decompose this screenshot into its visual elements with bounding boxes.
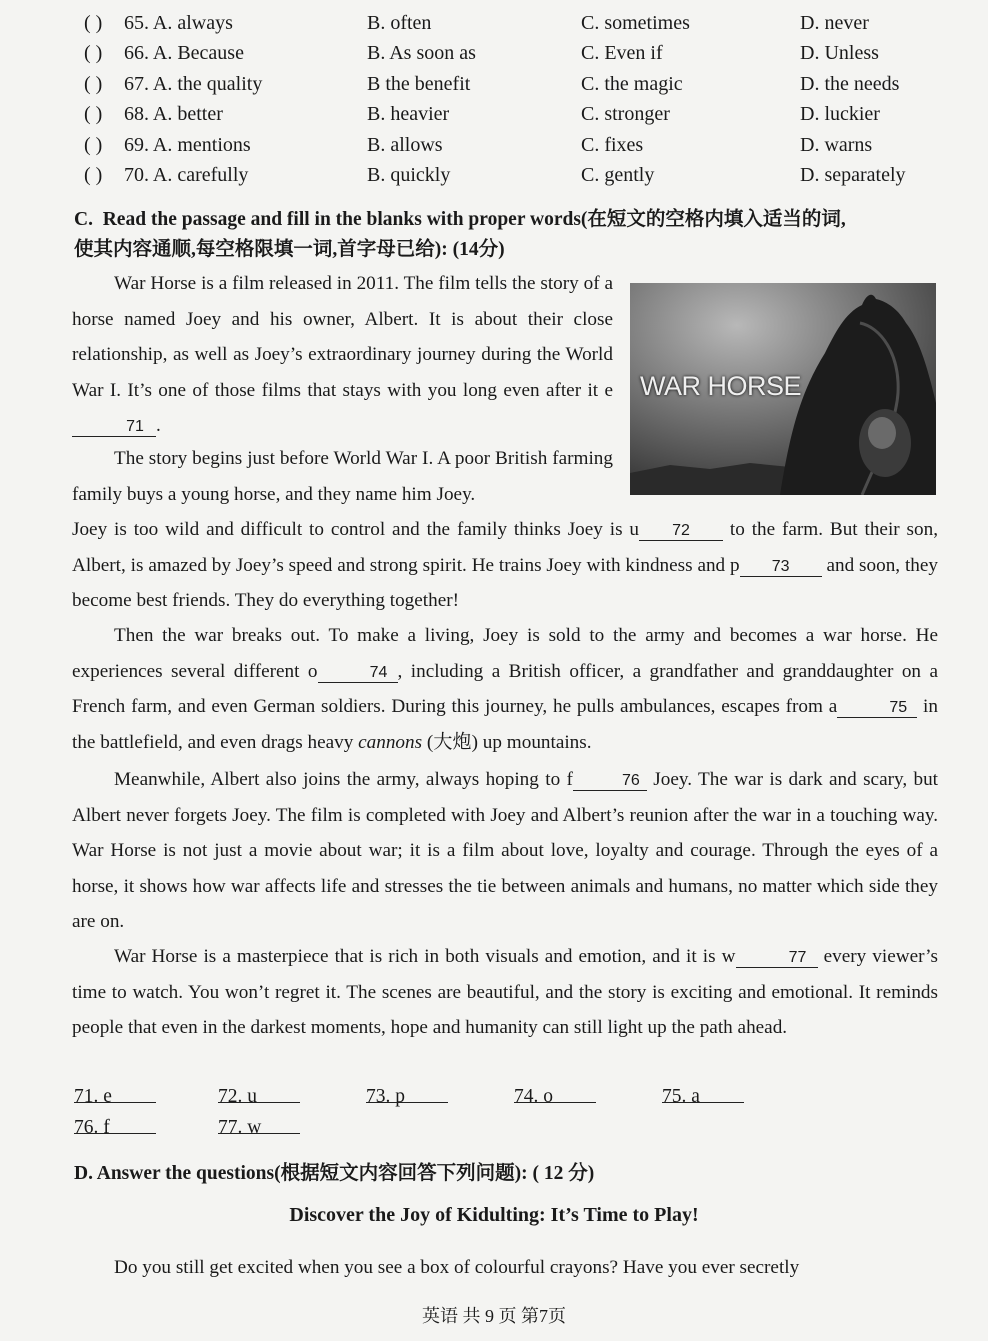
section-d-label: D. Answer the questions bbox=[74, 1163, 275, 1184]
option-b: B. quickly bbox=[367, 163, 451, 186]
option-b: B. often bbox=[367, 12, 432, 34]
passage-italic-word: cannons bbox=[358, 731, 423, 753]
answer-label: 74. o bbox=[514, 1086, 553, 1107]
passage-text: Joey. The war is dark and scary, but Albert never forgets Joey. The film is completed with Joey and Albert’s reunion after the war in a touching way. War Horse is not just a movie about war; it is a film about love, loyalty and courage. Through the eyes of a horse, it shows how war affects life and stresses the tie between animals and humans, no matter which side they are on. bbox=[72, 769, 938, 933]
war-horse-poster-image bbox=[630, 283, 936, 495]
choice-row-67 bbox=[84, 69, 964, 99]
passage-text: . bbox=[156, 415, 161, 437]
answer-label: 73. p bbox=[366, 1086, 405, 1107]
section-c-instruction: Read the passage and fill in the blanks with proper words bbox=[102, 209, 581, 230]
choice-row-66 bbox=[84, 38, 964, 68]
passage-text: to the farm. But their son, Albert, is amazed by Joey’s speed and strong spirit. He trains Joey with kindness and p bbox=[72, 519, 938, 576]
option-a: 66. A. Because bbox=[124, 42, 244, 65]
choice-table bbox=[84, 8, 964, 190]
passage-text: every viewer’s time to watch. You won’t regret it. The scenes are beautiful, and the story is exciting and emotional. It reminds people that even in the darkest moments, hope and humanity can still light up the path ahead. bbox=[72, 946, 938, 1039]
section-c-instruction-cn-2: 使其内容通顺,每空格限填一词,首字母已给): (14分) bbox=[74, 239, 505, 260]
option-c: C. sometimes bbox=[581, 12, 690, 34]
option-a: 69. A. mentions bbox=[124, 133, 251, 156]
passage-paragraph-3 bbox=[72, 618, 938, 760]
blank-74: 74 bbox=[318, 664, 398, 683]
option-a: 68. A. better bbox=[124, 103, 223, 126]
passage-paragraph-5 bbox=[72, 939, 938, 1046]
passage-paragraph-2-cont bbox=[72, 512, 938, 619]
answer-label: 71. e bbox=[74, 1086, 112, 1107]
answer-label: 75. a bbox=[662, 1086, 700, 1107]
answer-paren: ( ) bbox=[84, 42, 103, 65]
section-d-instruction-cn: (根据短文内容回答下列问题): ( 12 分) bbox=[274, 1163, 595, 1184]
option-a: 70. A. carefully bbox=[124, 163, 249, 186]
answer-line[interactable] bbox=[74, 1082, 156, 1103]
answer-paren: ( ) bbox=[84, 72, 103, 95]
answer-line[interactable] bbox=[662, 1082, 744, 1103]
option-b: B. heavier bbox=[367, 103, 450, 126]
option-a: 65. A. always bbox=[124, 12, 233, 34]
answer-paren: ( ) bbox=[84, 103, 103, 126]
passage-text: War Horse is a film released in 2011. The film tells the story of a horse named Joey and his owner, Albert. It is about their close relationship, as well as Joey’s extraordinary journey during the World War I. It’s one of those films that stays with you long even after it e bbox=[72, 273, 613, 401]
answer-row-2 bbox=[74, 1113, 934, 1144]
choice-row-69 bbox=[84, 130, 964, 160]
passage-text: The story begins just before World War I. A poor British farming family buys a young horse, and they name him Joey. bbox=[72, 448, 613, 505]
option-b: B. As soon as bbox=[367, 42, 476, 65]
passage-paragraph-4 bbox=[72, 762, 938, 940]
answer-label: 76. f bbox=[74, 1117, 110, 1138]
passage-paragraph-1 bbox=[72, 266, 613, 444]
option-d: D. never bbox=[800, 12, 869, 34]
option-d: D. luckier bbox=[800, 103, 880, 126]
blank-77: 77 bbox=[736, 949, 818, 968]
page-footer: 英语 共 9 页 第7页 bbox=[422, 1306, 566, 1326]
answer-paren: ( ) bbox=[84, 163, 103, 186]
option-d: D. the needs bbox=[800, 72, 900, 95]
passage-text: , including a British officer, a grandfather and granddaughter on a French farm, and even German soldiers. During this journey, he pulls ambulances, escapes from a bbox=[72, 660, 938, 718]
answer-line[interactable] bbox=[218, 1113, 300, 1134]
option-a: 67. A. the quality bbox=[124, 72, 263, 95]
passage-text: in the battlefield, and even drags heavy bbox=[72, 696, 938, 753]
blank-76: 76 bbox=[573, 772, 647, 791]
answer-label: 72. u bbox=[218, 1086, 257, 1107]
passage-text: Then the war breaks out. To make a living, Joey is sold to the army and becomes a war horse. He experiences several different o bbox=[72, 625, 938, 682]
answer-line[interactable] bbox=[514, 1082, 596, 1103]
passage-text: and soon, they become best friends. They do everything together! bbox=[72, 554, 938, 612]
option-b: B. allows bbox=[367, 133, 443, 156]
answer-paren: ( ) bbox=[84, 133, 103, 156]
blank-73: 73 bbox=[740, 558, 822, 577]
answer-row-1 bbox=[74, 1082, 934, 1113]
choice-row-68 bbox=[84, 99, 964, 129]
option-d: D. warns bbox=[800, 133, 873, 156]
passage-text: War Horse is a masterpiece that is rich in both visuals and emotion, and it is w bbox=[114, 946, 736, 967]
passage-paragraph-2-start bbox=[72, 441, 613, 512]
answer-line[interactable] bbox=[366, 1082, 448, 1103]
option-c: C. stronger bbox=[581, 103, 670, 126]
blank-75: 75 bbox=[837, 699, 917, 718]
section-c-heading bbox=[74, 205, 954, 265]
answer-line[interactable] bbox=[74, 1113, 156, 1134]
section-c-instruction-cn: (在短文的空格内填入适当的词, bbox=[580, 209, 846, 230]
passage-text: Joey is too wild and difficult to control and the family thinks Joey is u bbox=[72, 519, 640, 540]
option-b: B the benefit bbox=[367, 72, 471, 95]
answer-line[interactable] bbox=[218, 1082, 300, 1103]
answer-lines bbox=[74, 1082, 934, 1144]
article-first-line bbox=[72, 1250, 938, 1286]
option-c: C. Even if bbox=[581, 42, 663, 65]
option-c: C. the magic bbox=[581, 72, 683, 95]
section-c-label: C. bbox=[74, 209, 93, 230]
option-c: C. gently bbox=[581, 163, 655, 186]
choice-row-65 bbox=[84, 8, 964, 38]
choice-row-70 bbox=[84, 160, 964, 190]
option-c: C. fixes bbox=[581, 133, 644, 156]
poster-title: WAR HORSE bbox=[640, 371, 802, 401]
blank-72: 72 bbox=[639, 522, 723, 541]
blank-71: 71 bbox=[72, 418, 156, 437]
answer-paren: ( ) bbox=[84, 12, 103, 34]
section-d-heading bbox=[74, 1159, 954, 1189]
passage-text: (大炮) up mountains. bbox=[422, 731, 592, 753]
passage-text: Do you still get excited when you see a box of colourful crayons? Have you ever secretly bbox=[114, 1257, 800, 1278]
option-d: D. Unless bbox=[800, 42, 879, 65]
article-title: Discover the Joy of Kidulting: It’s Time to Play! bbox=[289, 1204, 699, 1226]
passage-text: Meanwhile, Albert also joins the army, always hoping to f bbox=[114, 769, 573, 790]
option-d: D. separately bbox=[800, 163, 906, 186]
answer-label: 77. w bbox=[218, 1117, 262, 1138]
